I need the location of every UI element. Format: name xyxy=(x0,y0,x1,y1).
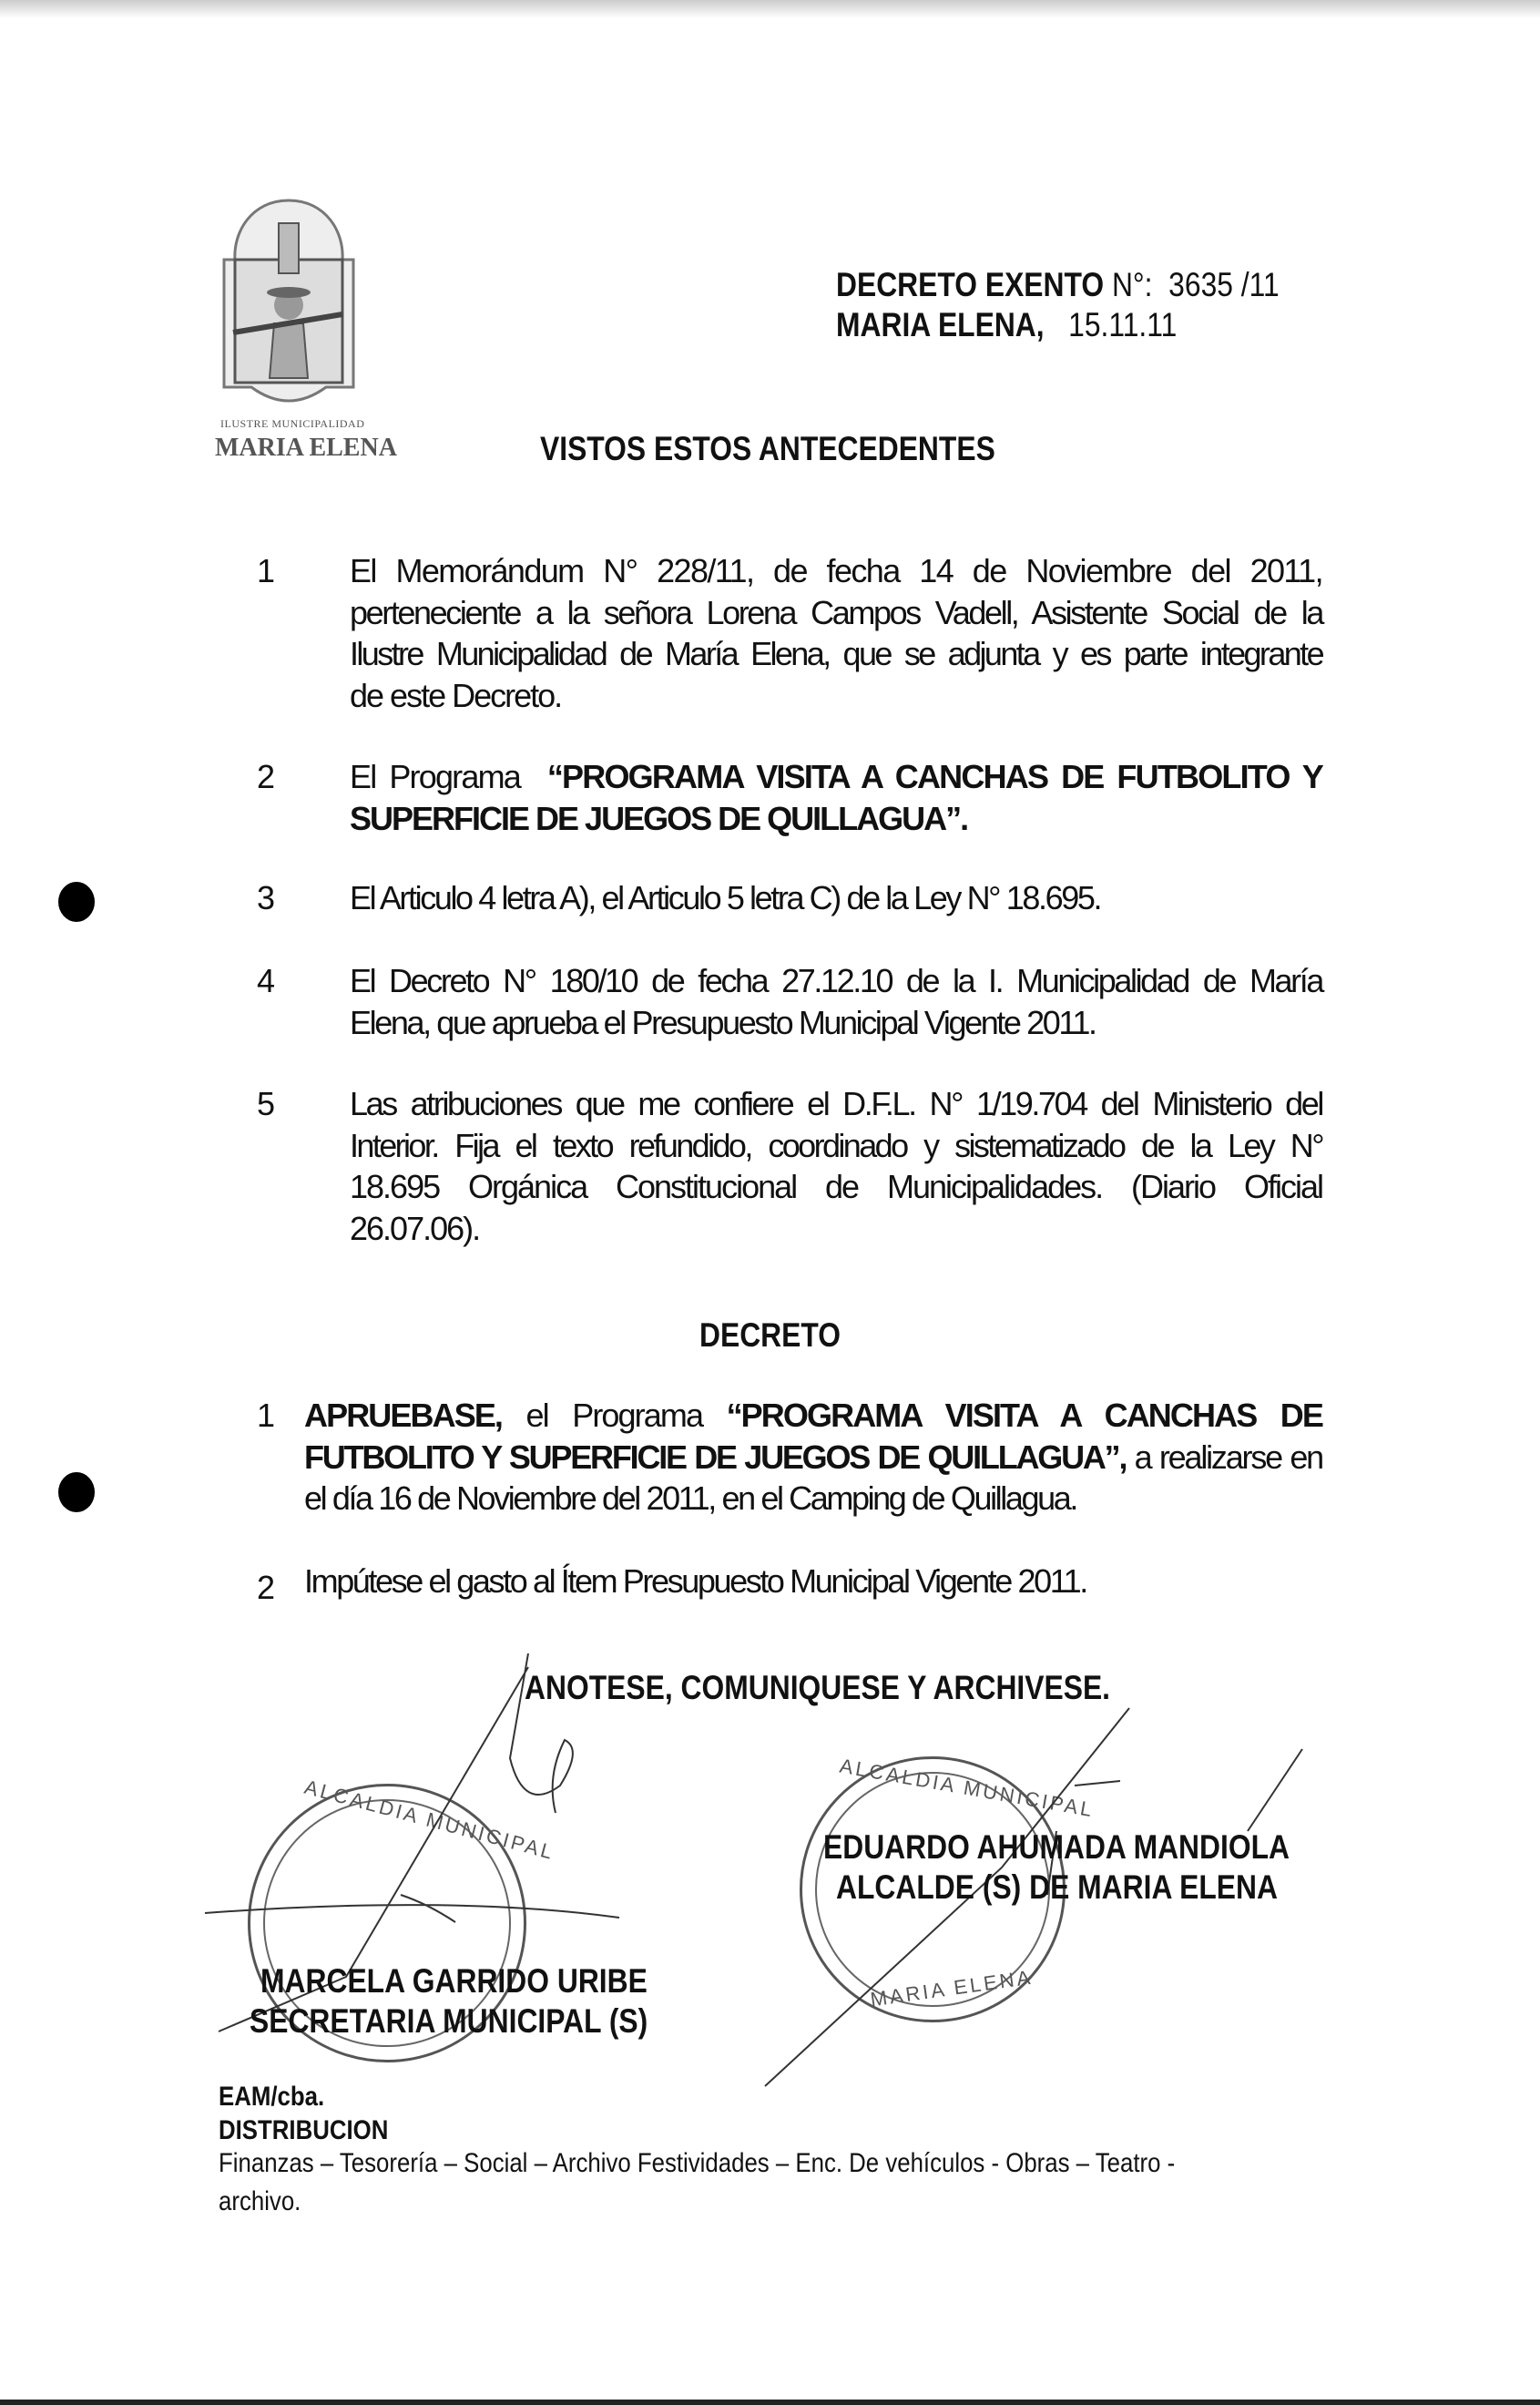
program-name-cont: SUPERFICIE DE JUEGOS DE QUILLAGUA”. xyxy=(350,799,968,837)
number-label: N°: xyxy=(1111,266,1153,303)
place: MARIA ELENA, xyxy=(836,306,1045,343)
program-name: “PROGRAMA VISITA A CANCHAS DE xyxy=(726,1397,1322,1434)
text-fragment: a realizarse en xyxy=(1126,1438,1322,1476)
stamp-right-bottom-text: MARIA ELENA xyxy=(869,1965,1035,2011)
text-line: Elena, que aprueba el Presupuesto Municipal Vigente 2011. xyxy=(350,1003,1096,1041)
closing-formula: ANOTESE, COMUNIQUESE Y ARCHIVESE. xyxy=(525,1669,1111,1706)
decreto-2-number: 2 xyxy=(257,1569,276,1606)
text-line: 18.695 Orgánica Constitucional de Municipalidades. (Diario Oficial xyxy=(350,1168,1322,1205)
punch-hole xyxy=(58,1472,95,1512)
vistos-3-number: 3 xyxy=(257,879,276,916)
text-line: El Memorándum N° 228/11, de fecha 14 de Noviembre del 2011, xyxy=(350,552,1322,589)
text-line: Ilustre Municipalidad de María Elena, que se adjunta y es parte integrante xyxy=(350,635,1322,672)
mayor-title: ALCALDE (S) DE MARIA ELENA xyxy=(836,1868,1278,1906)
vistos-1-number: 1 xyxy=(257,552,276,589)
text-line: El Articulo 4 letra A), el Articulo 5 letra C) de la Ley N° 18.695. xyxy=(350,879,1101,916)
text-line: perteneciente a la señora Lorena Campos Vadell, Asistente Social de la xyxy=(350,593,1322,631)
logo-caption-large: MARIA ELENA xyxy=(215,434,397,462)
vistos-4-number: 4 xyxy=(257,962,276,999)
program-name: “PROGRAMA VISITA A CANCHAS DE FUTBOLITO Y xyxy=(546,758,1323,795)
text-fragment: el Programa xyxy=(502,1397,727,1434)
decreto-1-number: 1 xyxy=(257,1397,276,1434)
initials: EAM/cba. xyxy=(219,2082,325,2112)
secretary-title: SECRETARIA MUNICIPAL (S) xyxy=(250,2002,648,2040)
logo-caption-small: ILUSTRE MUNICIPALIDAD xyxy=(220,417,365,430)
program-name-cont: FUTBOLITO Y SUPERFICIE DE JUEGOS DE QUILLAGUA”, xyxy=(304,1438,1127,1476)
text-line: Las atribuciones que me confiere el D.F.L. N° 1/19.704 del Ministerio del xyxy=(350,1085,1322,1122)
scan-edge-bottom xyxy=(0,2400,1540,2405)
stamp-right-top-text: ALCALDIA MUNICIPAL xyxy=(838,1754,1096,1822)
punch-hole xyxy=(58,882,95,922)
vistos-5-number: 5 xyxy=(257,1085,276,1122)
program-prefix: El Programa xyxy=(350,758,520,795)
decree-label: DECRETO EXENTO xyxy=(836,266,1105,303)
decree-date: 15.11.11 xyxy=(1068,306,1178,343)
distribution-list-cont: archivo. xyxy=(219,2186,301,2216)
text-line: de este Decreto. xyxy=(350,676,562,714)
decreto-heading: DECRETO xyxy=(699,1316,841,1354)
stamp-left-text: ALCALDIA MUNICIPAL xyxy=(301,1775,557,1865)
decree-number: 3635 /11 xyxy=(1168,266,1280,303)
text-line: El Decreto N° 180/10 de fecha 27.12.10 de la I. Municipalidad de María xyxy=(350,962,1322,999)
vistos-2-number: 2 xyxy=(257,758,276,795)
distribution-title: DISTRIBUCION xyxy=(219,2115,389,2145)
text-line: 26.07.06). xyxy=(350,1209,480,1247)
mayor-name: EDUARDO AHUMADA MANDIOLA xyxy=(823,1828,1290,1866)
approval-verb: APRUEBASE, xyxy=(304,1397,503,1434)
distribution-list: Finanzas – Tesorería – Social – Archivo Festividades – Enc. De vehículos - Obras – Teatro - xyxy=(219,2148,1176,2178)
text-line: el día 16 de Noviembre del 2011, en el Camping de Quillagua. xyxy=(304,1479,1076,1517)
vistos-heading: VISTOS ESTOS ANTECEDENTES xyxy=(540,430,995,467)
secretary-name: MARCELA GARRIDO URIBE xyxy=(260,1962,648,2000)
text-line: Impútese el gasto al Ítem Presupuesto Municipal Vigente 2011. xyxy=(304,1562,1086,1600)
text-line: Interior. Fija el texto refundido, coordinado y sistematizado de la Ley N° xyxy=(350,1126,1322,1164)
